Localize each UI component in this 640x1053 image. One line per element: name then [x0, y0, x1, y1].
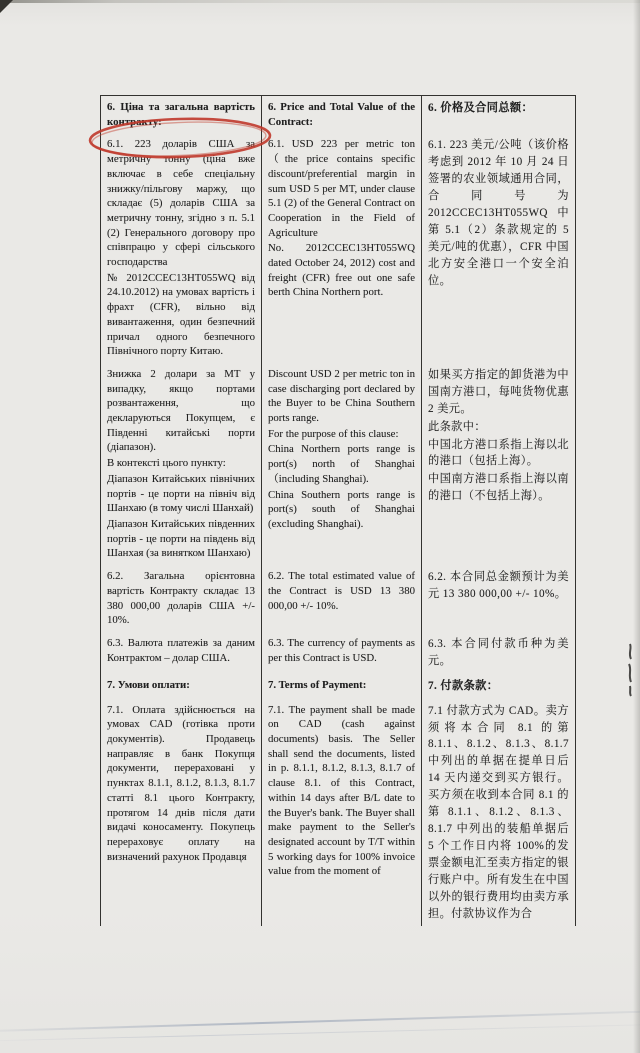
cell-zh-clause-6-2 — [421, 565, 576, 632]
heading-7-en: 7. Terms of Payment: — [268, 678, 367, 691]
south-range-en: China Southern ports range is port(s) south of Shanghai (excluding Shanghai). — [268, 488, 415, 530]
north-range-en: China Northern ports range is port(s) north of Shanghai （including Shanghai). — [268, 443, 415, 485]
cell-en-section7-heading — [261, 674, 421, 699]
south-range-uk: Діапазон Китайських південних портів - це порти на південь від Шанхая (за винятком Шанхаю) — [107, 517, 255, 560]
purpose-zh: 此条款中： — [428, 420, 486, 433]
clause-6-3-zh: 6.3. 本合同付款币种为美元。 — [428, 637, 569, 667]
clause-6-1-uk-2: № 2012CCEC13HT055WQ від 24.10.2012) на умовах вартість і фрахт (CFR), вільно від вивантаження, один безпечний причал одного безпечного Північного порту Китаю. — [107, 271, 255, 358]
cell-uk-clause-6-3 — [100, 632, 261, 674]
purpose-uk: В контексті цього пункту: — [107, 457, 226, 470]
clause-6-2-en: 6.2. The total estimated value of the Contract is USD 13 380 000,00 +/- 10%. — [268, 570, 415, 612]
heading-6-en: 6. Price and Total Value of the Contract: — [268, 101, 415, 128]
cell-en-clause-7-1 — [261, 699, 421, 927]
heading-7-uk: 7. Умови оплати: — [107, 678, 190, 691]
south-range-zh: 中国南方港口系指上海以南的港口（不包括上海）。 — [428, 473, 569, 503]
heading-6-zh: 6. 价格及合同总额： — [428, 102, 534, 114]
paper-fold-line — [0, 1010, 640, 1033]
scan-top-edge-shadow — [0, 0, 640, 3]
cell-en-clause-6-1 — [261, 133, 421, 363]
cell-uk-clause-6-2 — [100, 565, 261, 632]
cell-uk-discount — [100, 363, 261, 565]
cell-en-clause-6-2 — [261, 565, 421, 632]
discount-en: Discount USD 2 per metric ton in case discharging port declared by the Buyer to be China Southern ports range. — [268, 367, 415, 425]
clause-7-1-zh: 7.1 付款方式为 CAD。卖方须将本合同 8.1 的第 8.1.1、8.1.2、8.1.3、8.1.7 中列出的单据在提单日后 14 天内递交到买方银行。买方须在收到本合同 8.1 的第 8.1.1、8.1.2、8.1.3、8.1.7 中列出的装船单据后 5 个工作日内将 100%的发票金额电汇至卖方指定的银行账户中。所有发生在中国以外的银行费用均由卖方承担。付款协议作为合 — [428, 704, 569, 920]
clause-6-3-uk: 6.3. Валюта платежів за даним Контрактом – долар США. — [107, 636, 255, 664]
clause-6-2-zh: 6.2. 本合同总金额预计为美元 13 380 000,00 +/- 10%。 — [428, 571, 569, 600]
clause-6-1-uk-1: 6.1. 223 доларів США за метричну тонну (ціна вже включає в себе спеціальну знижку/пільгову маржу, що складає (5) доларів США за метричну тонну, згідно з п. 5.1 (2) Генерального договору про співпрацю у сфері сільського господарства — [107, 138, 255, 269]
cell-uk-clause-7-1 — [100, 699, 261, 927]
scan-corner-mark — [0, 0, 13, 13]
cell-en-section6-heading — [261, 96, 421, 133]
row-section6-heading — [100, 96, 576, 133]
clause-6-1-zh: 6.1. 223 美元/公吨（该价格考虑到 2012 年 10 月 24 日签署的农业领域通用合同，合同号为 2012CCEC13HT055WQ 中第 5.1（2）条款规定的 5 美元/吨的优惠），CFR 中国北方安全港口一个安全泊位。 — [428, 139, 569, 287]
row-clause-7-1 — [100, 699, 576, 927]
row-clause-6-3 — [100, 632, 576, 674]
cell-uk-section7-heading — [100, 674, 261, 699]
cell-zh-clause-6-3 — [421, 632, 576, 674]
clause-7-1-en: 7.1. The payment shall be made on CAD (cash against documents) basis. The Seller shall send the documents, listed in p. 8.1.1, 8.1.2, 8.1.3, 8.1.7 of clause 8.1. of this Contract, within 14 days after B/L date to the Buyer's bank. The Buyer shall make payment to the Seller's designated account by T/T within 5 working days for 100% invoice value from the moment of — [268, 703, 415, 878]
discount-uk: Знижка 2 долари за МТ у випадку, якщо портами розвантаження, що декларуються Покупцем, є Південні китайські порти (діапазон). — [107, 367, 255, 454]
scan-right-edge-shadow — [633, 0, 640, 1053]
north-range-uk: Діапазон Китайських північних портів - це порти на північ від Шанхаю (в тому числі Шанхай) — [107, 472, 255, 515]
north-range-zh: 中国北方港口系指上海以北的港口（包括上海）。 — [428, 438, 569, 468]
cell-en-clause-6-3 — [261, 632, 421, 674]
row-clause-6-1 — [100, 133, 576, 363]
edge-ink-mark — [624, 642, 638, 698]
cell-zh-section7-heading — [421, 674, 576, 699]
cell-en-discount — [261, 363, 421, 565]
row-clause-6-2 — [100, 565, 576, 632]
clause-6-3-en: 6.3. The currency of payments as per this Contract is USD. — [268, 636, 415, 664]
heading-6-uk: 6. Ціна та загальна вартість контракту: — [107, 101, 255, 128]
heading-7-zh: 7. 付款条款： — [428, 679, 499, 692]
cell-zh-discount — [421, 363, 576, 565]
clause-6-1-en-1: 6.1. USD 223 per metric ton （the price contains specific discount/preferential margin in sum USD 5 per MT, under clause 5.1 (2) of the General Contract on Cooperation in the Field of Agriculture — [268, 138, 415, 239]
row-section7-heading — [100, 674, 576, 699]
cell-zh-clause-6-1 — [421, 133, 576, 363]
cell-zh-section6-heading — [421, 96, 576, 133]
cell-uk-section6-heading — [100, 96, 261, 133]
row-discount-and-definitions — [100, 363, 576, 565]
cell-uk-clause-6-1 — [100, 133, 261, 363]
cell-zh-clause-7-1 — [421, 699, 576, 927]
clause-6-1-en-2: No. 2012CCEC13HT055WQ dated October 24, 2012) cost and freight (CFR) free out one safe berth China Northern port. — [268, 242, 415, 299]
clause-6-2-uk: 6.2. Загальна орієнтовна вартість Контракту складає 13 380 000,00 доларів США +/- 10%. — [107, 570, 255, 627]
clause-7-1-uk: 7.1. Оплата здійснюється на умовах CAD (готівка проти документів). Продавець направляє в банк Покупця документи, перераховані у пунктах 8.1.1, 8.1.2, 8.1.3, 8.1.7 статті 8.1 цього Контракту, протягом 14 днів після дати видачі коносаменту. Покупець перераховує оплату на визначений рахунок Продавця — [107, 703, 255, 863]
purpose-en: For the purpose of this clause: — [268, 427, 399, 440]
contract-table — [100, 95, 576, 926]
discount-zh: 如果买方指定的卸货港为中国南方港口，每吨货物优惠 2 美元。 — [428, 368, 569, 415]
